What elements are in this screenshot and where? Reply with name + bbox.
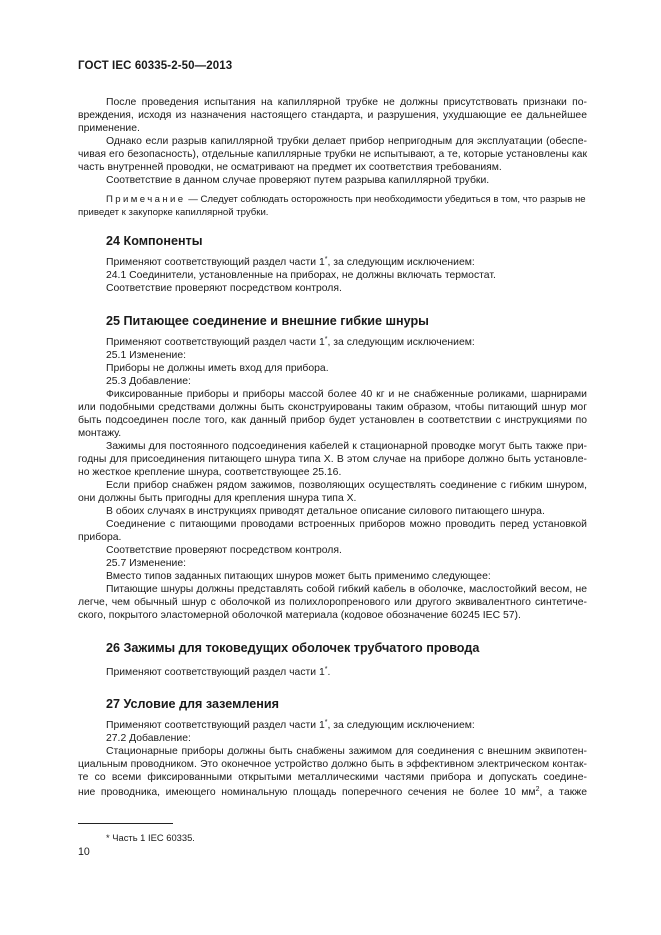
- paragraph-line: Соответствие в данном случае проверяют путем разрыва капиллярной трубки.: [106, 175, 490, 186]
- paragraph-line: вреждения, исходя из назначения настоящего стандарта, и разрушения, ухудшающие ее дальнейшее: [78, 110, 587, 121]
- paragraph-line: они должны быть пригодны для крепления шнура типа X.: [78, 493, 357, 504]
- paragraph-line: Соответствие проверяют посредством контроля.: [106, 283, 342, 294]
- page-number: 10: [78, 846, 90, 858]
- paragraph-line: часть внутренней проводки, не осматривают на предмет их соответствия требованиям.: [78, 162, 502, 173]
- paragraph-line: После проведения испытания на капиллярной трубке не должны присутствовать признаки по-: [106, 97, 587, 108]
- paragraph-line: Приборы не должны иметь вход для прибора.: [106, 363, 329, 374]
- paragraph-line: Применяют соответствующий раздел части 1*, за следующим исключением:: [106, 719, 475, 731]
- note-label: Примечание: [106, 194, 186, 205]
- paragraph-line: Вместо типов заданных питающих шнуров может быть применимо следующее:: [106, 571, 491, 582]
- note-text: Следует соблюдать осторожность при необходимости убедиться в том, что разрыв не: [200, 194, 586, 205]
- paragraph-line: быть подсоединен после того, как данный прибор будет установлен в соответствии с инструкциями по: [78, 415, 587, 426]
- paragraph-line: 27.2 Добавление:: [106, 733, 191, 744]
- paragraph-line: Применяют соответствующий раздел части 1*, за следующим исключением:: [106, 336, 475, 348]
- section-25-title: 25 Питающее соединение и внешние гибкие шнуры: [106, 314, 429, 328]
- section-26-title: 26 Зажимы для токоведущих оболочек трубчатого провода: [106, 641, 480, 655]
- paragraph-line: 25.7 Изменение:: [106, 558, 186, 569]
- paragraph-line: Фиксированные приборы и приборы массой более 40 кг и не снабженные роликами, шарнирами: [106, 389, 587, 400]
- paragraph-line: 25.3 Добавление:: [106, 376, 191, 387]
- paragraph-line: Зажимы для постоянного подсоединения кабелей к стационарной проводке могут быть также при-: [106, 441, 587, 452]
- paragraph-line: прибора.: [78, 532, 122, 543]
- paragraph-line: но жесткое крепление шнура, соответствующее 25.16.: [78, 467, 342, 478]
- note-dash: —: [188, 194, 198, 205]
- document-header: ГОСТ IEC 60335-2-50—2013: [78, 60, 233, 72]
- section-24-title: 24 Компоненты: [106, 234, 203, 248]
- paragraph-line: 24.1 Соединители, установленные на приборах, не должны включать термостат.: [106, 270, 496, 281]
- section-27-title: 27 Условие для заземления: [106, 697, 279, 711]
- paragraph-line: Однако если разрыв капиллярной трубки делает прибор непригодным для эксплуатации (обеспе-: [106, 136, 587, 147]
- paragraph-line: Соединение с питающими проводами встроенных приборов можно проводить перед установкой: [106, 519, 587, 530]
- paragraph-line: или подобными средствами должны быть сконструированы таким образом, чтобы питающий шнур мог: [78, 402, 587, 413]
- note-line: приведет к закупорке капиллярной трубки.: [78, 207, 269, 218]
- paragraph-line: чивая его безопасность), отдельные капиллярные трубки не испытывают, а те, которые установлены как: [78, 149, 587, 160]
- paragraph-line: Соответствие проверяют посредством контроля.: [106, 545, 342, 556]
- paragraph-line: ского, покрытого эластомерной оболочкой материала (кодовое обозначение 60245 IEC 57).: [78, 610, 521, 621]
- footnote: * Часть 1 IEC 60335.: [106, 832, 195, 843]
- paragraph-line: легче, чем обычный шнур с оболочкой из полихлоропренового или другого эквивалентного синтетиче-: [78, 597, 587, 608]
- footnote-separator: [78, 823, 173, 824]
- paragraph-line: Если прибор снабжен рядом зажимов, позволяющих осуществлять соединение с гибким шнуром,: [106, 480, 587, 491]
- paragraph-line: Применяют соответствующий раздел части 1*.: [106, 666, 331, 678]
- paragraph-line: Применяют соответствующий раздел части 1*, за следующим исключением:: [106, 256, 475, 268]
- paragraph-line: применение.: [78, 123, 140, 134]
- paragraph-line: те со всеми фиксированными открытыми металлическими частями прибора и допускать соедине-: [78, 772, 587, 783]
- paragraph-line: годны для присоединения питающего шнура типа X. В этом случае на приборе должно быть установле-: [78, 454, 587, 465]
- paragraph-line: монтажу.: [78, 428, 122, 439]
- note-line: [106, 193, 587, 206]
- paragraph-line: ние проводника, имеющего номинальную площадь поперечного сечения не более 10 $мм^2$, а также: [78, 786, 587, 798]
- paragraph-line: Стационарные приборы должны быть снабжены зажимом для соединения с внешним эквипотен-: [106, 746, 587, 757]
- paragraph-line: циальным проводником. Это оконечное устройство должно быть в эффективном электрическом контак-: [78, 759, 587, 770]
- paragraph-line: Питающие шнуры должны представлять собой гибкий кабель в оболочке, маслостойкий весом, не: [106, 584, 587, 595]
- paragraph-line: В обоих случаях в инструкциях приводят детальное описание силового питающего шнура.: [106, 506, 545, 517]
- paragraph-line: 25.1 Изменение:: [106, 350, 186, 361]
